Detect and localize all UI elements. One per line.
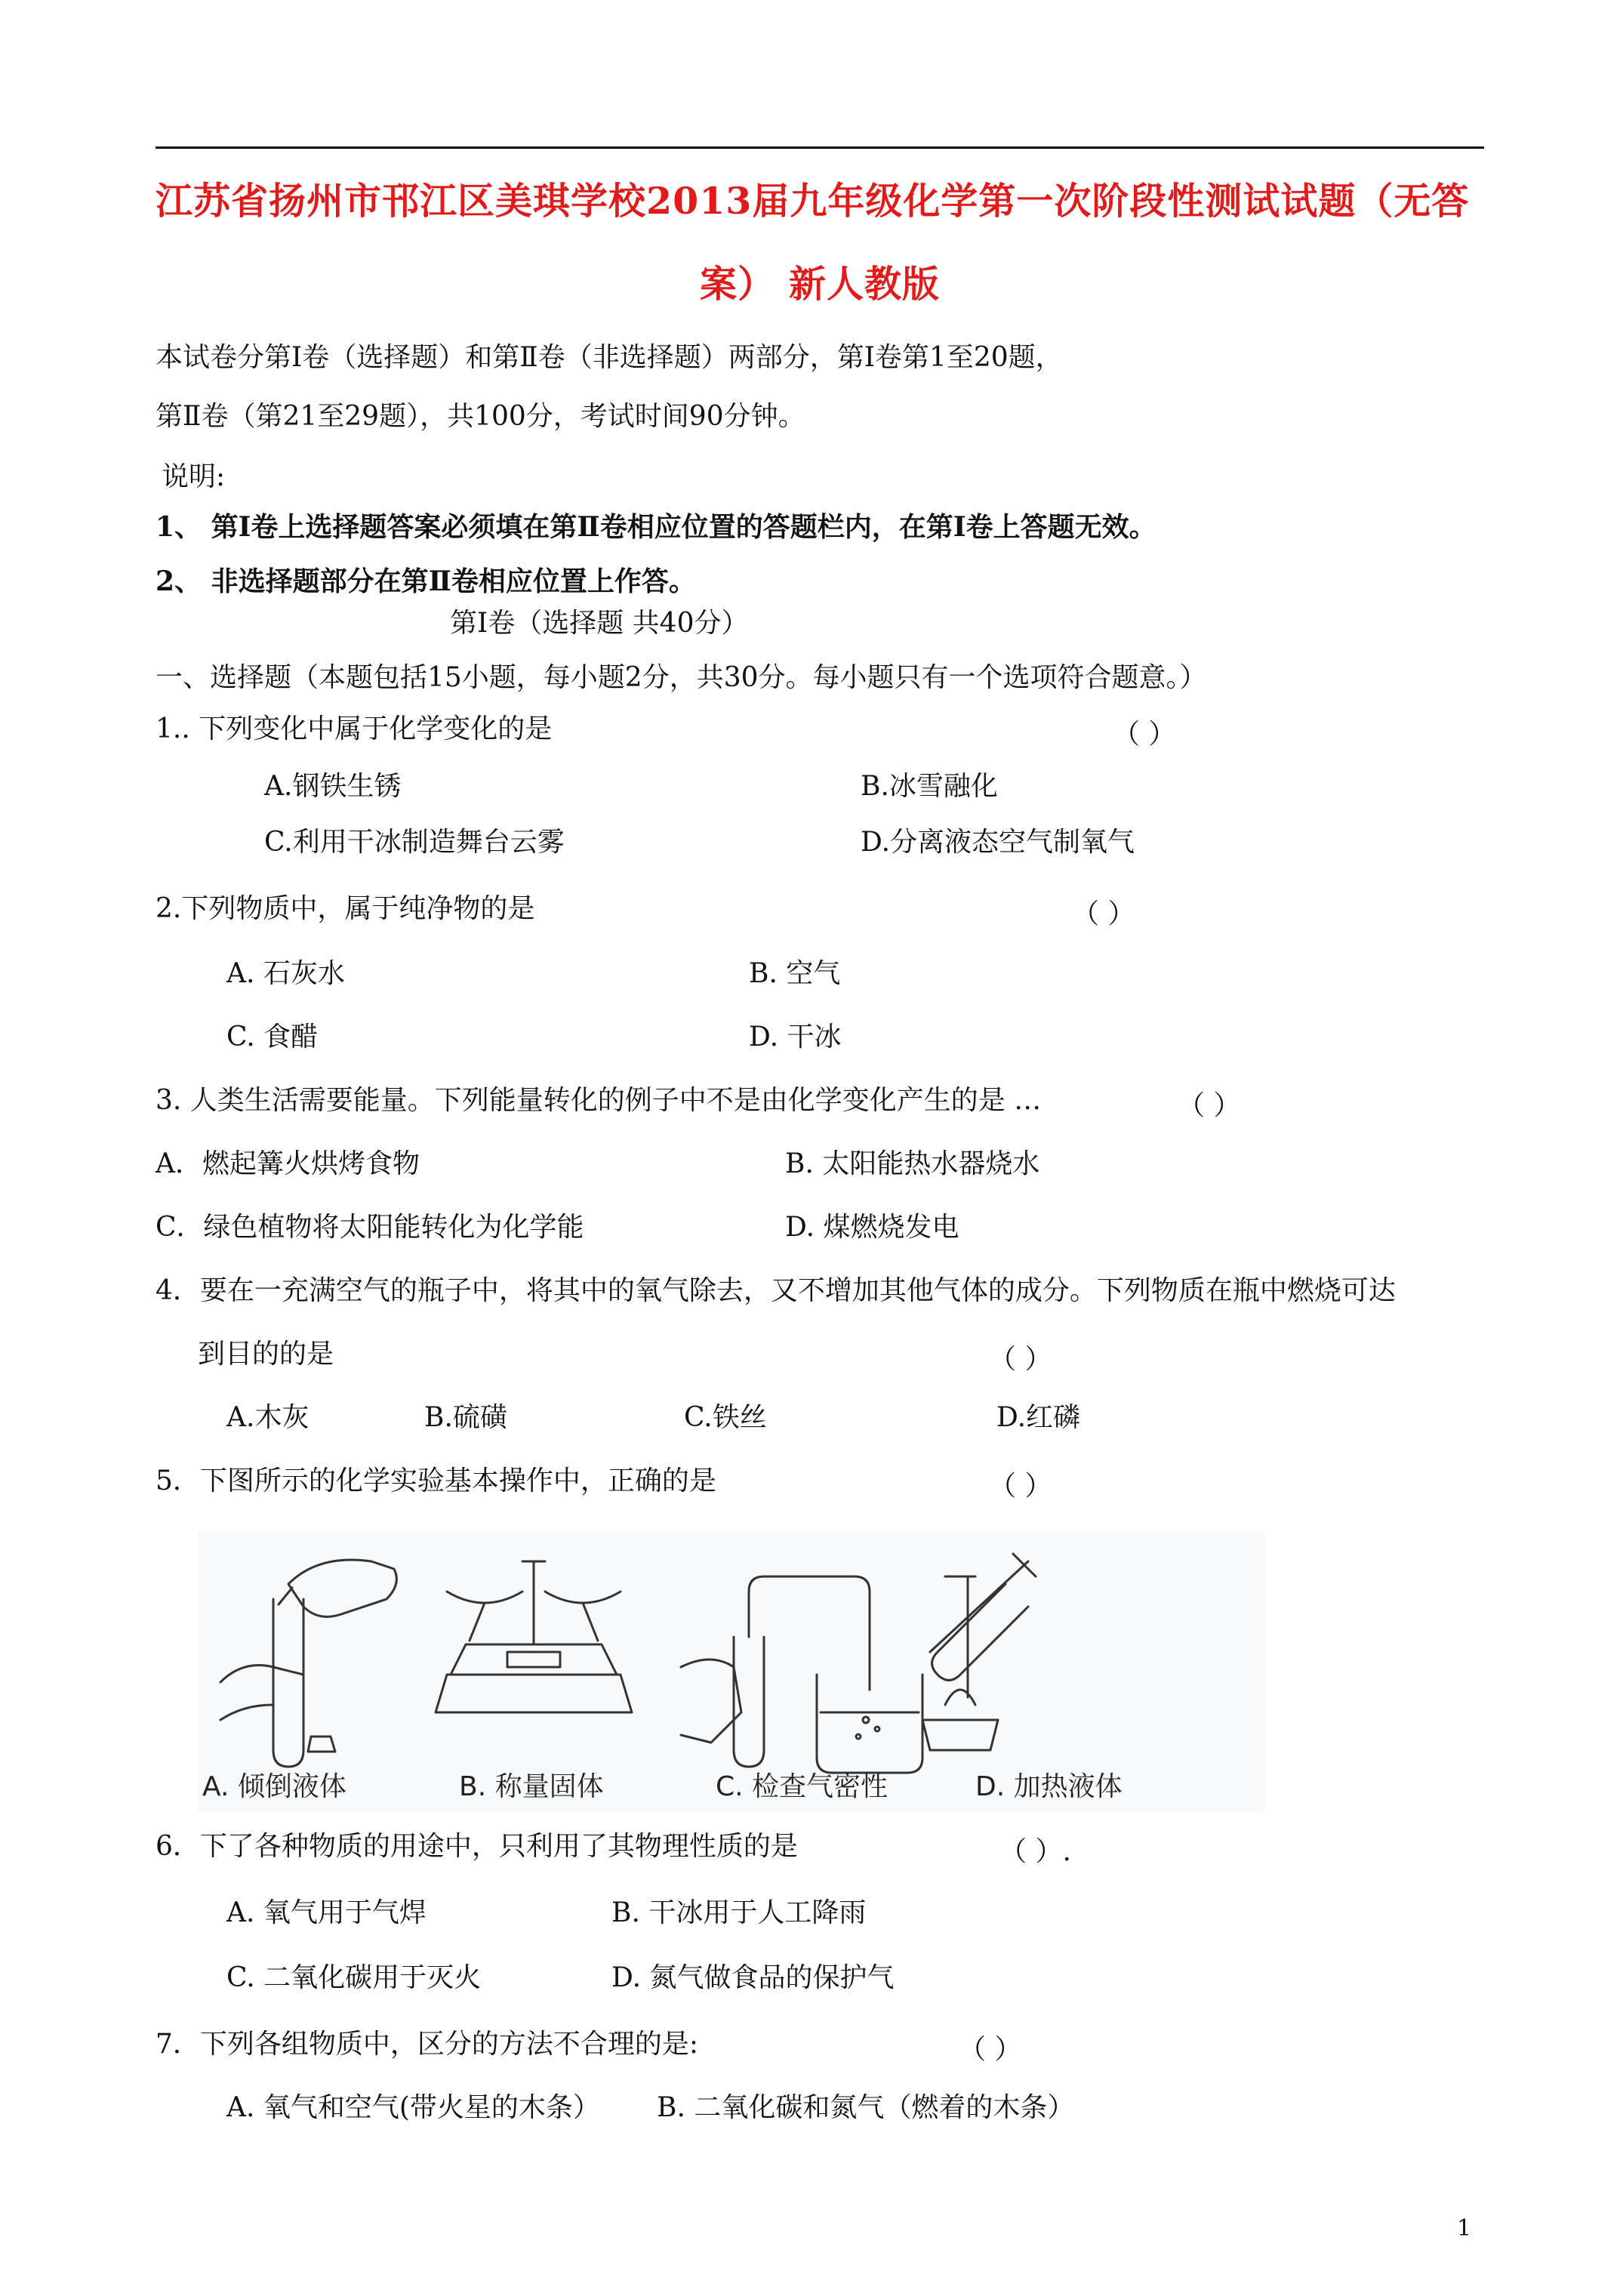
q4-option-b: B.硫磺 xyxy=(424,1402,507,1433)
q1-option-a: A.钢铁生锈 xyxy=(264,771,402,802)
q6-option-c: C. 二氧化碳用于灭火 xyxy=(226,1962,482,1993)
title-line-1: 江苏省扬州市邗江区美琪学校2013届九年级化学第一次阶段性测试试题（无答 xyxy=(156,179,1470,223)
q6-option-a: A. 氧气用于气焊 xyxy=(226,1897,427,1928)
intro-line-2: 第Ⅱ卷（第21至29题），共100分，考试时间90分钟。 xyxy=(156,401,805,432)
q6-stem: 6．下了各种物质的用途中，只利用了其物理性质的是 xyxy=(156,1831,798,1862)
q3-option-d: D. 煤燃烧发电 xyxy=(785,1212,959,1243)
q6-option-d: D. 氮气做食品的保护气 xyxy=(611,1962,895,1993)
q2-option-d: D. 干冰 xyxy=(749,1022,842,1052)
q3-option-a: A．燃起篝火烘烤食物 xyxy=(156,1148,420,1179)
page-number: 1 xyxy=(1457,2215,1472,2242)
section-instruction: 一、选择题（本题包括15小题，每小题2分，共30分。每小题只有一个选项符合题意。） xyxy=(156,662,1207,693)
q7-stem: 7．下列各组物质中，区分的方法不合理的是: xyxy=(156,2029,699,2060)
q7-answer-blank[interactable]: （ ） xyxy=(959,2034,1022,2065)
q2-answer-blank[interactable]: （ ） xyxy=(1072,898,1135,929)
caption-d: D. 加热液体 xyxy=(975,1771,1123,1802)
q1-option-b: B.冰雪融化 xyxy=(861,771,998,802)
q3-answer-blank[interactable]: （ ） xyxy=(1178,1090,1241,1121)
q6-option-b: B. 干冰用于人工降雨 xyxy=(611,1897,867,1928)
top-rule xyxy=(156,146,1484,149)
note-2: 2、 非选择题部分在第Ⅱ卷相应位置上作答。 xyxy=(156,566,696,597)
q3-option-c: C．绿色植物将太阳能转化为化学能 xyxy=(156,1212,584,1243)
intro-line-1: 本试卷分第Ⅰ卷（选择题）和第Ⅱ卷（非选择题）两部分，第Ⅰ卷第1至20题， xyxy=(156,342,1063,373)
q5-stem: 5．下图所示的化学实验基本操作中，正确的是 xyxy=(156,1465,716,1496)
q4-stem: 4．要在一充满空气的瓶子中，将其中的氧气除去，又不增加其他气体的成分。下列物质在瓶中燃烧可达 xyxy=(156,1275,1396,1306)
caption-c: C. 检查气密性 xyxy=(716,1771,888,1802)
balance-illustration xyxy=(436,1561,632,1712)
q1-answer-blank[interactable]: （ ） xyxy=(1113,719,1176,750)
pouring-liquid-illustration xyxy=(220,1560,396,1767)
q4-answer-blank[interactable]: （ ） xyxy=(989,1344,1052,1375)
q1-stem: 1.. 下列变化中属于化学变化的是 xyxy=(156,713,553,744)
q7-option-b: B. 二氧化碳和氮气（燃着的木条） xyxy=(657,2092,1075,2123)
q7-option-a: A. 氧气和空气(带火星的木条） xyxy=(226,2092,600,2123)
q4-stem-continued: 到目的的是 xyxy=(198,1339,334,1370)
airtightness-check-illustration xyxy=(681,1576,922,1773)
caption-b: B. 称量固体 xyxy=(459,1771,604,1802)
q2-option-c: C. 食醋 xyxy=(226,1022,319,1052)
q1-option-d: D.分离液态空气制氧气 xyxy=(861,827,1135,858)
section-heading: 第Ⅰ卷（选择题 共40分） xyxy=(450,608,749,639)
q4-option-d: D.红磷 xyxy=(996,1402,1081,1433)
q3-stem: 3. 人类生活需要能量。下列能量转化的例子中不是由化学变化产生的是 … xyxy=(156,1085,1042,1116)
q2-option-a: A. 石灰水 xyxy=(226,958,345,989)
note-1: 1、 第Ⅰ卷上选择题答案必须填在第Ⅱ卷相应位置的答题栏内，在第Ⅰ卷上答题无效。 xyxy=(156,511,1156,543)
q1-option-c: C.利用干冰制造舞台云雾 xyxy=(264,827,565,858)
heating-liquid-illustration xyxy=(922,1554,1036,1750)
q2-stem: 2.下列物质中，属于纯净物的是 xyxy=(156,893,535,924)
q2-option-b: B. 空气 xyxy=(749,958,841,989)
caption-a: A. 倾倒液体 xyxy=(202,1771,346,1802)
lab-operations-figure xyxy=(198,1531,1265,1812)
q4-option-c: C.铁丝 xyxy=(684,1402,767,1433)
notes-label: 说明: xyxy=(162,461,226,492)
q3-option-b: B. 太阳能热水器烧水 xyxy=(785,1148,1040,1179)
q5-answer-blank[interactable]: （ ） xyxy=(989,1471,1052,1502)
q6-answer-blank[interactable]: （ ）. xyxy=(999,1836,1071,1867)
q4-option-a: A.木灰 xyxy=(226,1402,310,1433)
title-line-2: 案） 新人教版 xyxy=(699,262,941,306)
